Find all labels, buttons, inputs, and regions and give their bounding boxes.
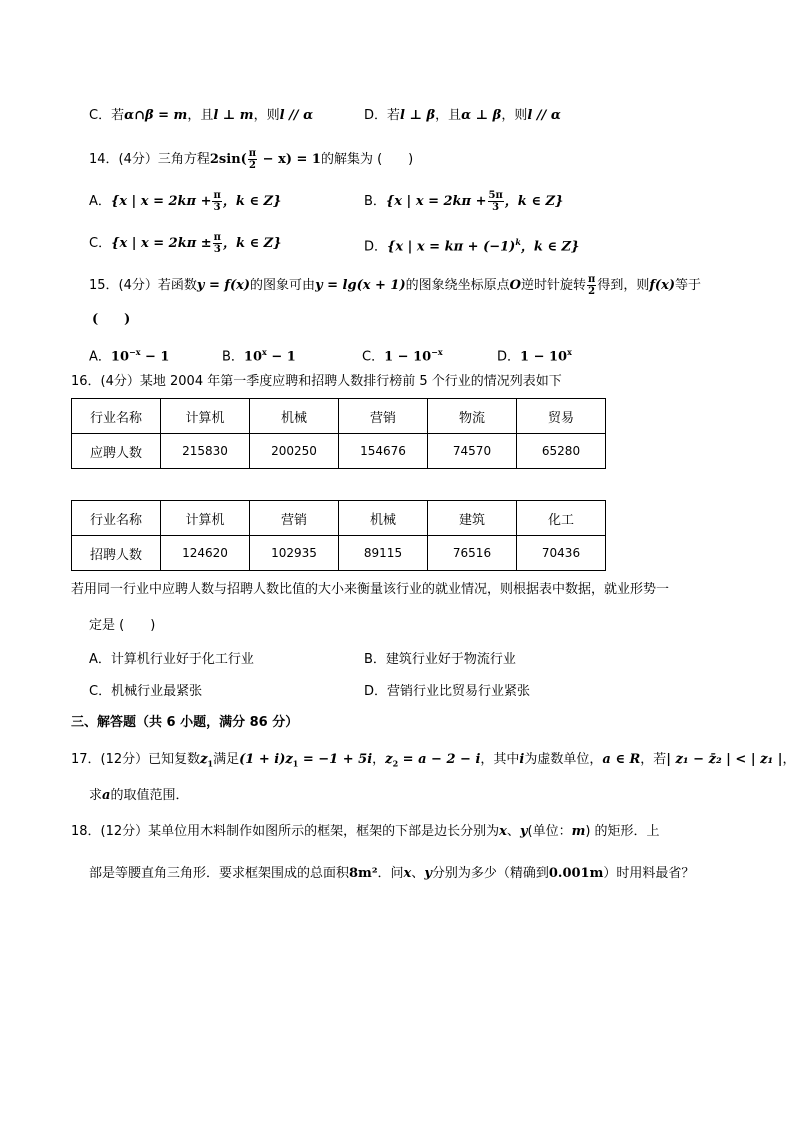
table-cell: 76516: [428, 536, 517, 571]
q18-line2-text2: ．问: [377, 866, 404, 881]
q14-opta-math: {x | x = 2kπ +: [110, 194, 212, 209]
q18-line2-text4: 分别为多少（精确到: [431, 866, 549, 881]
q15-opta-sup: −x: [129, 347, 141, 357]
q17-text2: ，: [372, 752, 386, 767]
q14-optd-tail: ，k ∈ Z}: [520, 239, 580, 255]
table-header-cell: 招聘人数: [72, 536, 161, 571]
q15-math3: O: [509, 278, 521, 293]
q15-frac-num: π: [588, 274, 596, 285]
q14-optb-den: 3: [492, 202, 500, 213]
q13-optc-text1: ，且: [187, 108, 214, 123]
q15-optc-sup: −x: [431, 347, 443, 357]
q15-text3: 逆时针旋转: [520, 278, 586, 293]
q18-math3: m: [571, 824, 586, 839]
q13-optd-math1: l ⊥ β: [400, 108, 436, 123]
table-header-cell: 计算机: [161, 399, 250, 434]
q18-text2: (单位：: [527, 824, 572, 839]
q15-optb-base: 10: [243, 349, 263, 365]
q13-option-d: [364, 106, 561, 126]
q15-paren: [92, 310, 130, 330]
q17-sub3: 2: [392, 758, 399, 769]
table-row: [72, 434, 606, 469]
q15-option-a: [89, 342, 169, 367]
q15-option-c: [362, 342, 443, 367]
q14-opta-frac: [212, 190, 221, 213]
q17-math5: a ∈ R: [602, 752, 641, 767]
q14-optb-frac: [488, 190, 504, 213]
table-row: [72, 501, 606, 536]
q14-opta-num: π: [213, 190, 221, 201]
q15-text1: 的图象可由: [250, 278, 316, 293]
q14-optc-tail: ，k ∈ Z}: [222, 236, 282, 251]
q15-paren-text: ( ): [92, 312, 131, 327]
q18-stem-line2: [89, 864, 694, 884]
q14-opta-tail: ，k ∈ Z}: [222, 194, 282, 209]
q17-line2-math: a: [102, 788, 111, 803]
q16-option-b: [364, 650, 516, 670]
q15-optd-head: 1 − 10: [520, 349, 568, 365]
q14-opta-label: A．: [89, 194, 111, 209]
q16-option-a: [89, 650, 254, 670]
q15-optb-tail: − 1: [266, 349, 296, 365]
q17-text3: ，其中: [480, 752, 520, 767]
q15-optd-sup: x: [567, 347, 572, 357]
applicants-table: [71, 398, 606, 469]
q17-text1: 满足: [213, 752, 240, 767]
q14-optd-sup: k: [515, 237, 521, 247]
q16-prefix: 16．(4分）某地 2004 年第一季度应聘和招聘人数排行榜前 5 个行业的情况列表如下: [71, 374, 562, 389]
q18-prefix: 18．(12分）某单位用木料制作如图所示的框架，框架的下部是边长分别为: [71, 824, 500, 839]
q16-stem: [71, 372, 562, 392]
q13-optd-label: D．若: [364, 108, 401, 123]
q15-optb-label: B．: [222, 349, 244, 365]
q17-math6: | z₁ − z̄₂ | < | z₁ |: [666, 752, 783, 767]
table-header-cell: 贸易: [517, 399, 606, 434]
q16-option-d: [364, 682, 530, 702]
q14-frac-num: π: [248, 148, 257, 159]
q16-stem-text1: 若用同一行业中应聘人数与招聘人数比值的大小来衡量该行业的就业情况，则根据表中数据，就业形势一: [71, 582, 670, 597]
q17-stem-line1: [71, 750, 795, 774]
q14-stem: [89, 148, 413, 171]
section-heading: [71, 713, 298, 733]
table-header-cell: 行业名称: [72, 501, 161, 536]
q16-optc-text: C．机械行业最紧张: [89, 684, 203, 699]
table-cell: 102935: [250, 536, 339, 571]
q13-optc-math1: α∩β = m: [124, 108, 188, 123]
q14-fraction: [248, 148, 257, 171]
q17-math1: z: [200, 752, 208, 767]
q14-optd-label: D．: [364, 239, 388, 255]
q15-math4: f(x): [649, 278, 675, 293]
q15-prefix: 15．(4分）若函数: [89, 278, 197, 293]
q17-math3: z: [385, 752, 393, 767]
q17-math2: (1 + i)z: [239, 752, 293, 767]
q17-sub2: 1: [292, 758, 299, 769]
q15-optd-label: D．: [497, 349, 521, 365]
q15-optc-head: 1 − 10: [384, 349, 432, 365]
table-header-cell: 物流: [428, 399, 517, 434]
q18-text1: 、: [506, 824, 520, 839]
q16-option-c: [89, 682, 202, 702]
q13-optc-math3: l // α: [279, 108, 314, 123]
q13-option-c: [89, 106, 313, 126]
q18-line2-math4: 0.001m: [548, 866, 604, 881]
q15-option-b: [222, 342, 296, 367]
q15-opta-tail: − 1: [140, 349, 170, 365]
table-header-cell: 建筑: [428, 501, 517, 536]
q16-stem-line2: [89, 616, 155, 636]
table-header-cell: 行业名称: [72, 399, 161, 434]
q16-stem-text2: 定是 ( ): [89, 618, 156, 633]
q15-frac-den: 2: [588, 286, 596, 297]
q14-frac-den: 2: [248, 160, 256, 171]
table-header-cell: 营销: [250, 501, 339, 536]
q16-opta-text: A．计算机行业好于化工行业: [89, 652, 254, 667]
q15-optc-label: C．: [362, 349, 385, 365]
q14-optd-math: {x | x = kπ + (−1): [387, 239, 516, 255]
q17-text5: ，若: [640, 752, 667, 767]
q13-optd-text2: ，则: [501, 108, 528, 123]
q18-line2-text5: ）时用料最省？: [603, 866, 695, 881]
q14-option-b: [364, 190, 563, 213]
table-cell: 154676: [339, 434, 428, 469]
q18-line2-text3: 、: [411, 866, 425, 881]
table-header-cell: 机械: [339, 501, 428, 536]
table-header-cell: 应聘人数: [72, 434, 161, 469]
q14-suffix: 的解集为 ( ): [320, 152, 414, 167]
q15-stem: [89, 274, 701, 297]
q17-stem-line2: [89, 786, 188, 806]
q15-text2: 的图象绕坐标原点: [405, 278, 510, 293]
table-cell: 65280: [517, 434, 606, 469]
q15-optb-sup: x: [262, 347, 267, 357]
q14-optc-frac: [213, 232, 222, 255]
table-cell: 74570: [428, 434, 517, 469]
q18-math1: x: [499, 824, 507, 839]
table-cell: 124620: [161, 536, 250, 571]
q13-optc-math2: l ⊥ m: [213, 108, 254, 123]
q15-fraction: [587, 274, 596, 297]
table-header-cell: 化工: [517, 501, 606, 536]
q18-stem-line1: [71, 822, 660, 842]
q14-option-c: [89, 232, 282, 255]
q17-math4: i: [519, 752, 525, 767]
q17-sub1: 1: [207, 758, 214, 769]
section-title: 三、解答题（共 6 小题，满分 86 分）: [71, 715, 299, 730]
q14-eq-left: 2sin(: [209, 152, 247, 167]
q15-opta-label: A．: [89, 349, 111, 365]
table-cell: 89115: [339, 536, 428, 571]
q16-optd-text: D．营销行业比贸易行业紧张: [364, 684, 531, 699]
q14-option-d: [364, 232, 579, 257]
table-header-cell: 计算机: [161, 501, 250, 536]
q14-optc-math: {x | x = 2kπ ±: [111, 236, 212, 251]
q14-eq-right: − x) = 1: [258, 152, 321, 167]
q17-math3b: = a − 2 − i: [398, 752, 481, 767]
table-cell: 215830: [161, 434, 250, 469]
q17-prefix: 17．(12分）已知复数: [71, 752, 201, 767]
q18-line2-math3: y: [424, 866, 432, 881]
q13-optd-math3: l // α: [527, 108, 561, 123]
q14-option-a: [89, 190, 281, 213]
q14-optb-tail: ，k ∈ Z}: [504, 194, 564, 209]
q17-math2b: = −1 + 5i: [298, 752, 373, 767]
q17-line2-text2: 的取值范围．: [110, 788, 189, 803]
q18-line2-math1: 8m²: [349, 866, 378, 881]
q13-optc-text2: ，则: [253, 108, 280, 123]
table-row: [72, 536, 606, 571]
q15-math2: y = lg(x + 1): [315, 278, 406, 293]
q18-text3: ) 的矩形．上: [585, 824, 660, 839]
table-header-cell: 营销: [339, 399, 428, 434]
q17-text4: 为虚数单位，: [524, 752, 603, 767]
q17-text6: ，: [782, 752, 795, 767]
q14-optb-label: B．: [364, 194, 386, 209]
openings-table: [71, 500, 606, 571]
q13-optd-math2: α ⊥ β: [461, 108, 502, 123]
q14-optb-math: {x | x = 2kπ +: [385, 194, 487, 209]
table-header-cell: 机械: [250, 399, 339, 434]
q15-opta-base: 10: [110, 349, 129, 365]
table-cell: 70436: [517, 536, 606, 571]
table-cell: 200250: [250, 434, 339, 469]
q14-optc-label: C．: [89, 236, 112, 251]
q18-line2-text1: 部是等腰直角三角形．要求框架围成的总面积: [89, 866, 350, 881]
q15-math1: y = f(x): [196, 278, 251, 293]
q15-text5: 等于: [675, 278, 702, 293]
q13-optd-text1: ，且: [435, 108, 462, 123]
q13-optc-label: C．若: [89, 108, 125, 123]
q17-line2-text1: 求: [89, 788, 103, 803]
q15-text4: 得到，则: [597, 278, 650, 293]
q15-option-d: [497, 342, 572, 367]
q14-optb-num: 5π: [488, 190, 503, 201]
q14-optc-den: 3: [213, 244, 221, 255]
q14-prefix: 14．(4分）三角方程: [89, 152, 210, 167]
q18-math2: y: [519, 824, 528, 839]
q16-optb-text: B．建筑行业好于物流行业: [364, 652, 516, 667]
q14-optc-num: π: [213, 232, 221, 243]
table-row: [72, 399, 606, 434]
q18-line2-math2: x: [403, 866, 412, 881]
q14-opta-den: 3: [213, 202, 221, 213]
q16-stem-line1: [71, 580, 669, 600]
